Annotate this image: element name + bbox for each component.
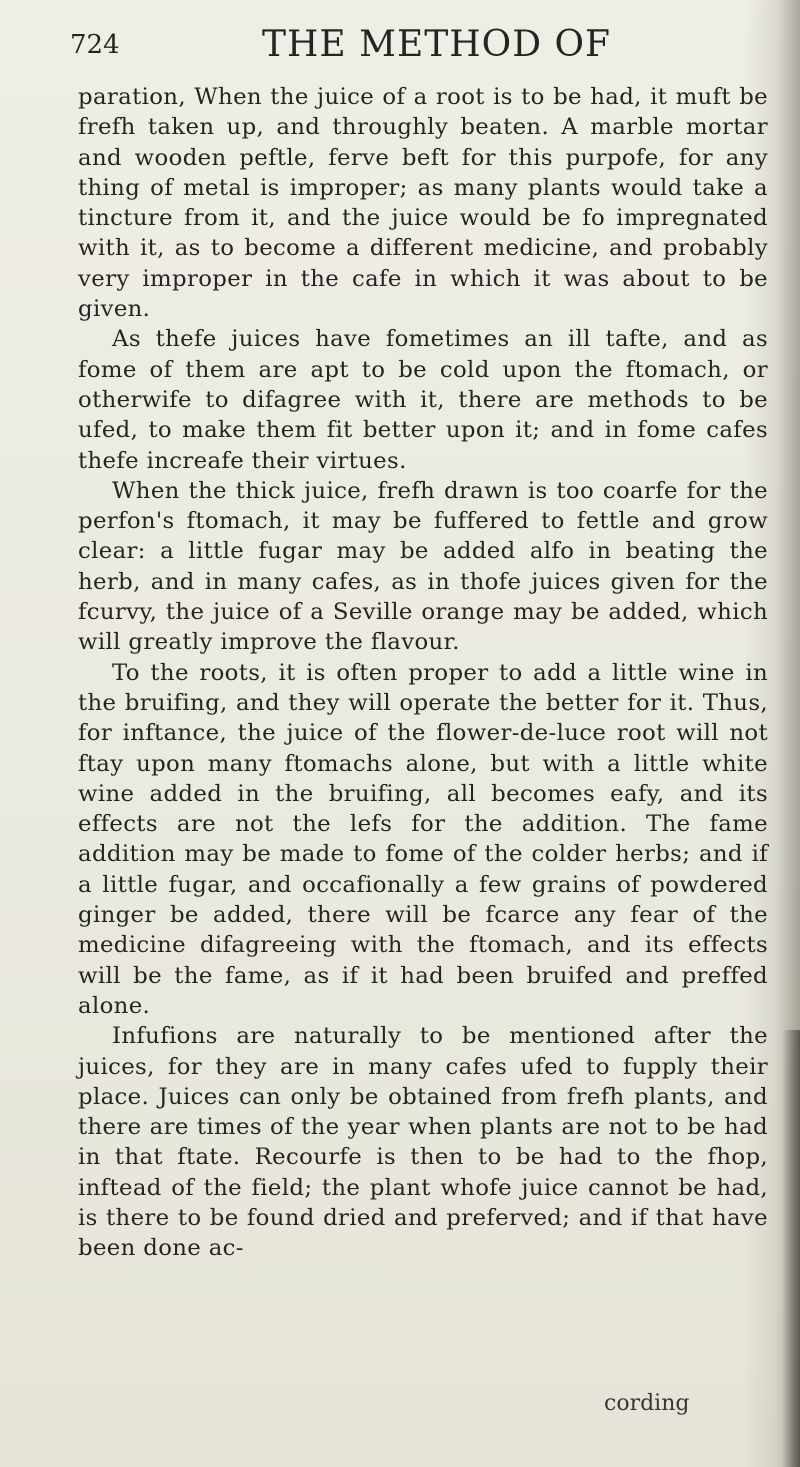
paragraph-3: When the thick juice, frefh drawn is too coarfe for the perfon's ftomach, it may be fuffered to fettle and grow clear: a little fugar may be added alfo in beating the herb, and in many cafes, as in thofe juices given for the fcurvy, the juice of a Seville orange may be added, which will greatly improve the flavour. — [78, 477, 768, 656]
paragraph-2: As thefe juices have fometimes an ill tafte, and as fome of them are apt to be cold upon the ftomach, or otherwife to difagree with it, there are methods to be ufed, to make them fit better upon it; and in fome cafes thefe increafe their virtues. — [78, 326, 768, 474]
page-edge-shadow — [782, 1030, 800, 1467]
paragraph-5: Infufions are naturally to be mentioned after the juices, for they are in many cafes ufed to fupply their place. Juices can only be obtained from frefh plants, and there are times of the year when plants are not to be had in that ftate. Recourfe is then to be had to the fhop, inftead of the field; the plant whofe juice cannot be had, is there to be found dried and preferved; and if that have been done ac- — [78, 1023, 768, 1262]
page-number: 724 — [70, 30, 120, 60]
paragraph-4: To the roots, it is often proper to add a little wine in the bruifing, and they will operate the better for it. Thus, for inftance, the juice of the flower-de-luce root will not ftay upon many ftomachs alone, but with a little white wine added in the bruifing, all becomes eafy, and its effects are not the lefs for the addition. The fame addition may be made to fome of the colder herbs; and if a little fugar, and occafionally a few grains of powdered ginger be added, there will be fcarce any fear of the medicine difagreeing with the ftomach, and its effects will be the fame, as if it had been bruifed and preffed alone. — [78, 659, 768, 1019]
page-header — [70, 20, 770, 70]
body-text — [78, 82, 768, 1264]
running-head: THE METHOD OF — [262, 24, 611, 65]
catchword: cording — [604, 1391, 690, 1416]
paragraph-1: paration, When the juice of a root is to be had, it muft be frefh taken up, and throughly beaten. A marble mortar and wooden peftle, ferve beft for this purpofe, for any thing of metal is improper; as many plants would take a tincture from it, and the juice would be fo impregnated with it, as to become a different medicine, and probably very improper in the cafe in which it was about to be given. — [78, 84, 768, 323]
